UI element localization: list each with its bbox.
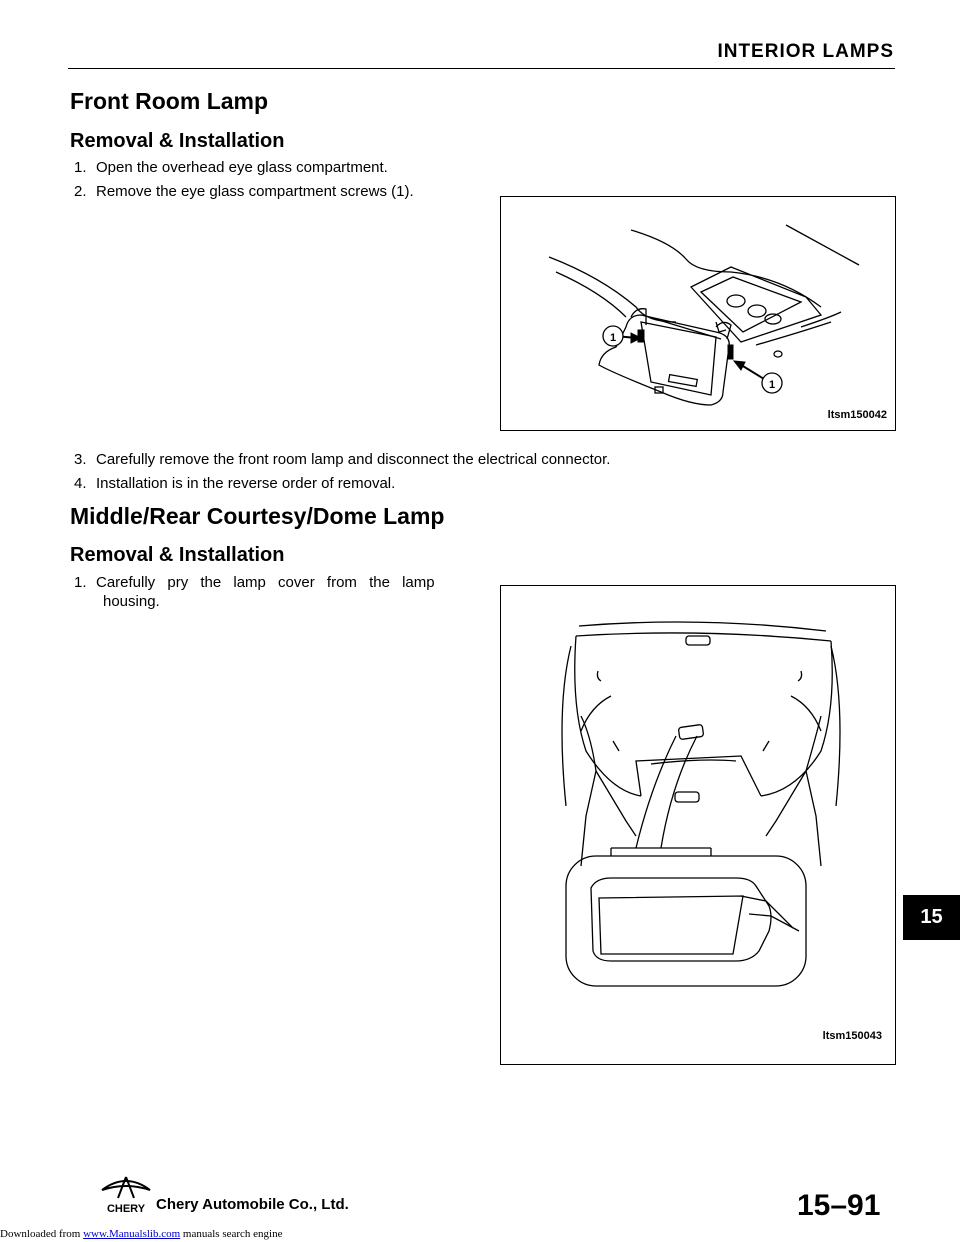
rear-step-1-continued: housing. [103,593,160,610]
rear-step-1 [74,573,435,592]
figure-eyeglass-compartment [500,196,896,431]
step-text: Installation is in the reverse order of removal. [96,475,396,492]
front-step-1 [74,158,388,177]
manualslib-link[interactable]: www.Manualslib.com [83,1228,181,1240]
figure-dome-lamp [500,585,896,1065]
front-step-3 [74,450,610,469]
eyeglass-compartment-illustration [501,197,894,429]
front-lamp-title: Front Room Lamp [70,88,269,114]
figure-id: ltsm150042 [827,409,887,421]
rear-lamp-subtitle: Removal & Installation [70,544,285,566]
step-number: 1. [74,574,87,591]
step-text: Carefully remove the front room lamp and disconnect the electrical connector. [96,451,611,468]
download-notice [0,1228,282,1240]
download-prefix: Downloaded from [0,1228,81,1240]
logo-text: CHERY [106,1203,146,1214]
dome-lamp-illustration [501,586,894,1063]
step-text: Open the overhead eye glass compartment. [96,159,388,176]
callout-screw-1: 1 [609,332,617,344]
download-suffix: manuals search engine [182,1228,283,1240]
step-text: Remove the eye glass compartment screws (1). [96,183,414,200]
section-header: INTERIOR LAMPS [717,41,894,62]
chery-logo-icon [99,1166,153,1214]
step-number: 2. [74,183,87,200]
front-step-2 [74,182,414,201]
step-number: 4. [74,475,87,492]
page-number: 15–91 [797,1189,881,1222]
callout-screw-2: 1 [768,379,776,391]
figure-id: ltsm150043 [822,1030,882,1042]
company-name: Chery Automobile Co., Ltd. [156,1196,349,1213]
step-text: Carefully pry the lamp cover from the lamp [96,574,435,591]
front-step-4 [74,474,395,493]
chery-logo [99,1166,153,1214]
section-tab: 15 [903,895,960,940]
rear-lamp-title: Middle/Rear Courtesy/Dome Lamp [70,503,445,529]
header-divider [68,68,895,69]
front-lamp-subtitle: Removal & Installation [70,130,285,152]
step-number: 1. [74,159,87,176]
step-number: 3. [74,451,87,468]
